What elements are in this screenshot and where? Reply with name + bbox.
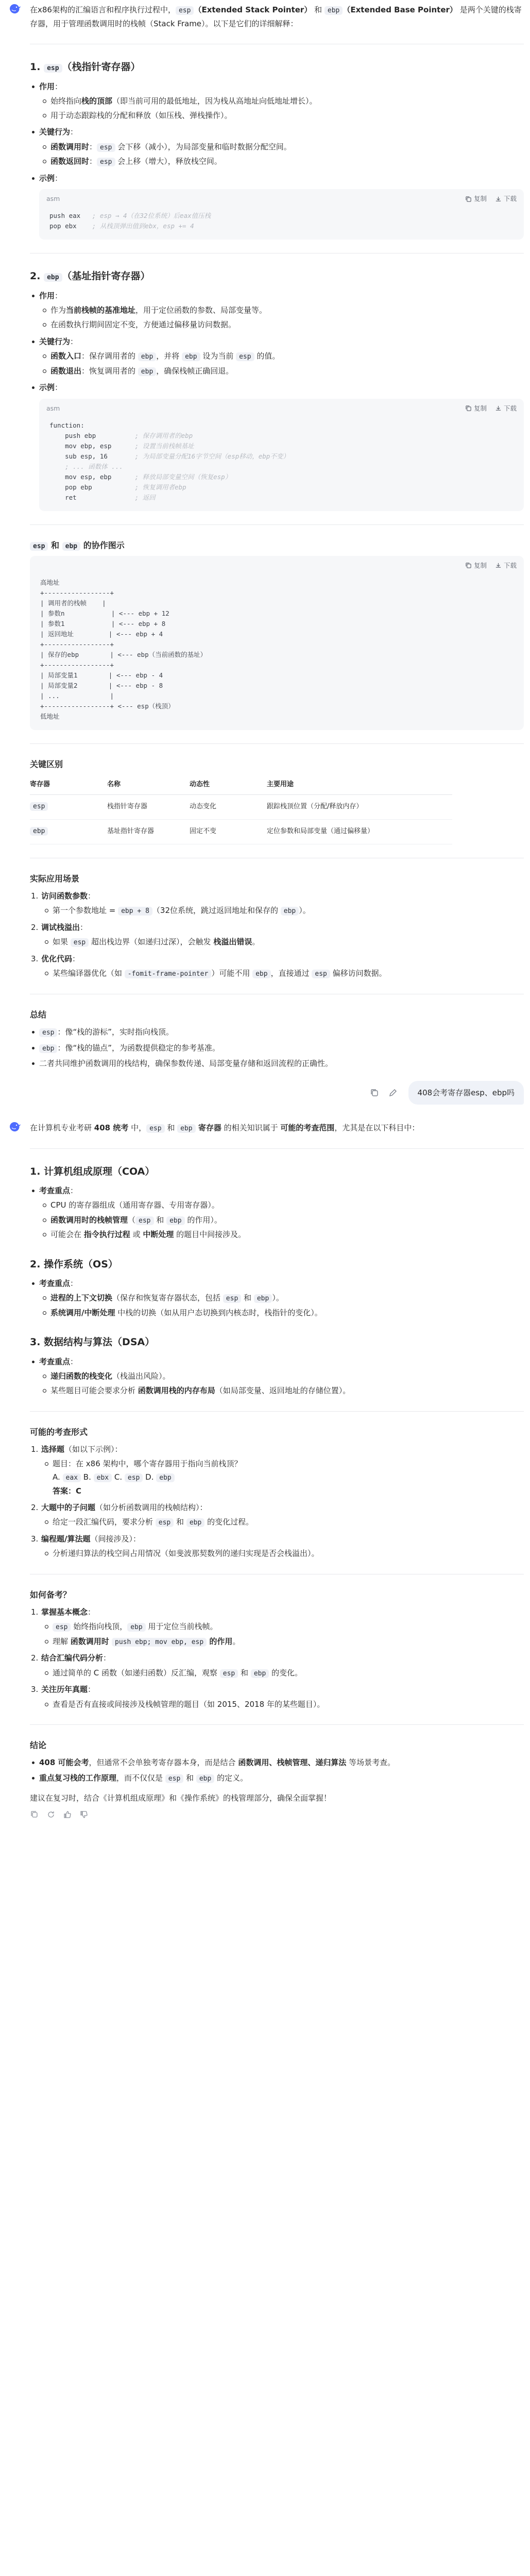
download-icon [495, 562, 502, 569]
esp-details [30, 80, 524, 240]
stack-diagram-text: 高地址 +-----------------+ | 调用者的栈帧 | | 参数n | <--- ebp + 12 | 参数1 | <--- ebp + 8 | 返回地址 | <--- ebp + 4 +-----------------+ | 保存的ebp | <--- ebp（当前函数的基址） +-----------------+ | 局部变量1 | <--- ebp - 4 | 局部变量2 | <--- ebp - 8 | ... | +-----------------+ <--- esp（栈顶） 低地址 [40, 578, 207, 720]
section-heading-summary: 总结 [30, 1009, 47, 1020]
list-item: 选择题（如以下示例）： 题目：在 x86 架构中，哪个寄存器用于指向当前栈顶？ A. eax B. ebx C. esp D. ebp 答案：C [41, 1443, 524, 1498]
list-item: 示例： asm 复制 下载 push eax ; esp → 4（在32位系统）后eax值压栈 pop ebx ; 从栈顶弹出值到ebx，esp += 4 [39, 172, 524, 240]
list-item: esp 始终指向栈顶， ebp 用于定位当前栈帧。 [53, 1620, 524, 1634]
copy-code-button[interactable]: 复制 [465, 403, 487, 414]
inline-code-esp: esp [44, 64, 62, 73]
download-code-button[interactable]: 下载 [495, 193, 517, 205]
message-actions [30, 1810, 524, 1819]
inline-code-ebp: ebp [324, 6, 343, 15]
table-header-row: 寄存器 名称 动态性 主要用途 [30, 775, 452, 795]
list-item: 重点复习栈的工作原理，而不仅仅是 esp 和 ebp 的定义。 [39, 1771, 524, 1785]
inline-code-ebp: ebp [44, 273, 62, 282]
intro-text: 是两个关键的栈寄存器，用于管理函数调用时的栈帧（Stack Frame）。以下是它们的详细解释： [30, 5, 522, 28]
user-message [8, 1081, 524, 1105]
list-item: esp ：像“栈的游标”，实时指向栈顶。 [39, 1025, 524, 1039]
prep-list [30, 1605, 524, 1711]
list-item: 结合汇编代码分析： 通过简单的 C 函数（如递归函数）反汇编，观察 esp 和 ebp 的变化。 [41, 1651, 524, 1680]
list-item: 大题中的子问题（如分析函数调用的栈帧结构）： 给定一段汇编代码，要求分析 esp 和 ebp 的变化过程。 [41, 1501, 524, 1529]
list-item: CPU 的寄存器组成（通用寄存器、专用寄存器）。 [50, 1198, 524, 1212]
reply2-intro: 在计算机专业考研 408 统考 中， esp 和 ebp 寄存器 的相关知识属于 可能的考查范围，尤其是在以下科目中： [30, 1123, 420, 1132]
code-language: asm [46, 404, 60, 412]
list-item: 考查重点： 进程的上下文切换（保存和恢复寄存器状态，包括 esp 和 ebp ）。 系统调用/中断处理 中栈的切换（如从用户态切换到内核态时，栈指针的变化）。 [39, 1277, 524, 1319]
copy-icon[interactable] [30, 1810, 39, 1819]
table-row: esp 栈指针寄存器 动态变化 跟踪栈顶位置（分配/释放内存） [30, 795, 452, 820]
list-item: 函数调用时： esp 会下移（减小），为局部变量和临时数据分配空间。 [50, 140, 524, 154]
copy-icon[interactable] [369, 1088, 380, 1098]
list-item: 在函数执行期间固定不变，方便通过偏移量访问数据。 [50, 318, 524, 331]
list-item: 考查重点： 递归函数的栈变化（栈溢出风险）。 某些题目可能会要求分析 函数调用栈的内存布局（如局部变量、返回地址的存储位置）。 [39, 1355, 524, 1398]
list-item: 考查重点： CPU 的寄存器组成（通用寄存器、专用寄存器）。 函数调用时的栈帧管理（ esp 和 ebp 的作用）。 可能会在 指令执行过程 或 中断处理 的题目中间接涉及。 [39, 1184, 524, 1242]
list-item: 函数调用时的栈帧管理（ esp 和 ebp 的作用）。 [50, 1213, 524, 1227]
list-item: 递归函数的栈变化（栈溢出风险）。 [50, 1369, 524, 1383]
deepseek-whale-icon [8, 1120, 22, 1133]
user-bubble: 408会考寄存器esp、ebp吗 [408, 1081, 524, 1105]
list-item: 第一个参数地址 = ebp + 8 （32位系统，跳过返回地址和保存的 ebp ）。 [53, 904, 524, 918]
list-item: 作用： 始终指向栈的顶部（即当前可用的最低地址，因为栈从高地址向低地址增长）。 用于动态跟踪栈的分配和释放（如压栈、弹栈操作）。 [39, 80, 524, 123]
copy-code-button[interactable]: 复制 [465, 560, 487, 571]
conclusion-list [30, 1756, 524, 1785]
section-heading-coa: 1. 计算机组成原理（COA） [30, 1165, 155, 1177]
intro-text: 在x86架构的汇编语言和程序执行过程中， [30, 5, 176, 14]
user-message-tools [369, 1088, 398, 1098]
list-item: 理解 函数调用时 push ebp; mov ebp, esp 的作用。 [53, 1635, 524, 1649]
list-item: 始终指向栈的顶部（即当前可用的最低地址，因为栈从高地址向低地址增长）。 [50, 94, 524, 108]
code-block-stack-diagram [30, 556, 524, 730]
download-icon [495, 405, 502, 412]
assistant-message-2 [8, 1118, 524, 1819]
list-item: 编程题/算法题（间接涉及）： 分析递归算法的栈空间占用情况（如斐波那契数列的递归实现是否会栈溢出）。 [41, 1532, 524, 1561]
exam-forms-list [30, 1443, 524, 1561]
list-item: 题目：在 x86 架构中，哪个寄存器用于指向当前栈顶？ A. eax B. ebx C. esp D. ebp 答案：C [53, 1457, 524, 1498]
table-row: ebp 基址指针寄存器 固定不变 定位参数和局部变量（通过偏移量） [30, 820, 452, 844]
copy-icon [465, 405, 472, 412]
intro-bold: （Extended Stack Pointer） [194, 5, 312, 14]
inline-code-esp: esp [176, 6, 194, 15]
list-item: 调试栈溢出： 如果 esp 超出栈边界（如递归过深），会触发 栈溢出错误。 [41, 921, 524, 949]
code-block-ebp [39, 399, 524, 511]
code-content: function: push ebp ; 保存调用者的ebp mov ebp, esp ; 设置当前栈帧基址 sub esp, 16 ; 为局部变量分配16字节空间（esp移动，ebp不变） ; ... 函数体 ... mov esp, ebp ; 释放局部变量空间（恢复esp） pop ebp ; 恢复调用者ebp ret ; 返回 [49, 421, 289, 501]
list-item: 作用： 作为当前栈帧的基准地址，用于定位函数的参数、局部变量等。 在函数执行期间固定不变，方便通过偏移量访问数据。 [39, 289, 524, 332]
section-heading-esp [30, 60, 524, 75]
list-item: 给定一段汇编代码，要求分析 esp 和 ebp 的变化过程。 [53, 1515, 524, 1529]
intro-bold: （Extended Base Pointer） [343, 5, 457, 14]
list-item: 优化代码： 某些编译器优化（如 -fomit-frame-pointer ）可能不用 ebp ，直接通过 esp 偏移访问数据。 [41, 952, 524, 980]
comparison-table [30, 775, 452, 844]
section-heading-differences: 关键区别 [30, 759, 63, 769]
section-heading-scenarios: 实际应用场景 [30, 873, 80, 884]
os-list [30, 1277, 524, 1319]
list-item: 关键行为： 函数调用时： esp 会下移（减小），为局部变量和临时数据分配空间。 函数返回时： esp 会上移（增大），释放栈空间。 [39, 125, 524, 168]
regenerate-icon[interactable] [46, 1810, 56, 1819]
list-item: 关注历年真题： 查看是否有直接或间接涉及栈帧管理的题目（如 2015、2018 年的某些题目）。 [41, 1683, 524, 1711]
list-item: 作为当前栈帧的基准地址，用于定位函数的参数、局部变量等。 [50, 303, 524, 317]
code-language: asm [46, 195, 60, 203]
coa-list [30, 1184, 524, 1242]
section-heading-ebp: 2. ebp （基址指针寄存器） [30, 270, 150, 282]
list-item: 进程的上下文切换（保存和恢复寄存器状态，包括 esp 和 ebp ）。 [50, 1291, 524, 1305]
closing-tip: 建议在复习时，结合《计算机组成原理》和《操作系统》的栈管理部分，确保全面掌握！ [30, 1793, 332, 1803]
label-example: 示例 [39, 174, 55, 183]
list-item: 查看是否有直接或间接涉及栈帧管理的题目（如 2015、2018 年的某些题目）。 [53, 1698, 524, 1711]
divider [30, 524, 524, 525]
divider [30, 1724, 524, 1725]
list-item: 函数退出：恢复调用者的 ebp ，确保栈帧正确回退。 [50, 364, 524, 378]
list-item: 示例： asm 复制 下载 function: push ebp ; 保存调用者的ebp mov ebp, esp ; 设置当前栈帧基址 sub esp, 16 ; 为局部变量分配16字节空间（esp移动，ebp不变） ; ... 函数体 ... mov esp, ebp ; 释放局部变量空间（恢复esp） pop ebp ; 恢复调用者ebp ret ; 返回 [39, 381, 524, 511]
section-heading-os: 2. 操作系统（OS） [30, 1258, 118, 1270]
label-behavior: 关键行为 [39, 127, 71, 137]
list-item: 如果 esp 超出栈边界（如递归过深），会触发 栈溢出错误。 [53, 935, 524, 949]
copy-icon [465, 196, 472, 202]
code-block-esp [39, 189, 524, 240]
divider [30, 1148, 524, 1149]
section-heading-conclusion: 结论 [30, 1740, 47, 1750]
thumbs-down-icon[interactable] [79, 1810, 89, 1819]
label-role: 作用 [39, 81, 55, 91]
list-item: ebp ：像“栈的锚点”，为函数提供稳定的参考基准。 [39, 1041, 524, 1055]
heading-number: 1. [30, 61, 44, 73]
reply1-intro [30, 0, 524, 30]
code-content: push eax ; esp → 4（在32位系统）后eax值压栈 pop ebx ; 从栈顶弹出值到ebx，esp += 4 [49, 212, 211, 230]
thumbs-up-icon[interactable] [63, 1810, 72, 1819]
list-item: 函数返回时： esp 会上移（增大），释放栈空间。 [50, 155, 524, 168]
list-item: 掌握基本概念： esp 始终指向栈顶， ebp 用于定位当前栈帧。 理解 函数调用时 push ebp; mov ebp, esp 的作用。 [41, 1605, 524, 1649]
list-item: 通过简单的 C 函数（如递归函数）反汇编，观察 esp 和 ebp 的变化。 [53, 1666, 524, 1680]
dsa-list [30, 1355, 524, 1398]
section-heading-prep: 如何备考？ [30, 1589, 72, 1600]
list-item: 某些编译器优化（如 -fomit-frame-pointer ）可能不用 ebp ，直接通过 esp 偏移访问数据。 [53, 967, 524, 980]
copy-icon [465, 562, 472, 569]
list-item: 函数入口：保存调用者的 ebp ，并将 ebp 设为当前 esp 的值。 [50, 349, 524, 363]
list-item: 关键行为： 函数入口：保存调用者的 ebp ，并将 ebp 设为当前 esp 的值。 函数退出：恢复调用者的 ebp ，确保栈帧正确回退。 [39, 335, 524, 378]
section-heading-dsa: 3. 数据结构与算法（DSA） [30, 1336, 155, 1348]
ebp-details [30, 289, 524, 511]
list-item: 系统调用/中断处理 中栈的切换（如从用户态切换到内核态时，栈指针的变化）。 [50, 1306, 524, 1319]
section-heading-exam-forms: 可能的考查形式 [30, 1427, 88, 1437]
list-item: 408 可能会考，但通常不会单独考寄存器本身，而是结合 函数调用、栈帧管理、递归算法 等场景考查。 [39, 1756, 524, 1769]
divider [30, 1411, 524, 1412]
download-icon [495, 196, 502, 202]
assistant-message-1 [8, 0, 524, 1071]
list-item: 某些题目可能会要求分析 函数调用栈的内存布局（如局部变量、返回地址的存储位置）。 [50, 1384, 524, 1397]
scenarios-list [30, 889, 524, 980]
list-item: 用于动态跟踪栈的分配和释放（如压栈、弹栈操作）。 [50, 109, 524, 122]
heading-text: （栈指针寄存器） [62, 61, 141, 73]
download-code-button[interactable]: 下载 [495, 403, 517, 414]
copy-code-button[interactable]: 复制 [465, 193, 487, 205]
list-item: 可能会在 指令执行过程 或 中断处理 的题目中间接涉及。 [50, 1228, 524, 1241]
list-item: 分析递归算法的栈空间占用情况（如斐波那契数列的递归实现是否会栈溢出）。 [53, 1547, 524, 1560]
intro-text: 和 [312, 5, 324, 14]
download-code-button[interactable]: 下载 [495, 560, 517, 571]
summary-list [30, 1025, 524, 1071]
list-item: 二者共同维护函数调用的栈结构，确保参数传递、局部变量存储和返回流程的正确性。 [39, 1057, 524, 1070]
divider [30, 743, 524, 744]
edit-icon[interactable] [388, 1088, 398, 1098]
section-heading-diagram: esp 和 ebp 的协作图示 [30, 539, 524, 552]
list-item: 访问函数参数： 第一个参数地址 = ebp + 8 （32位系统，跳过返回地址和保存的 ebp ）。 [41, 889, 524, 918]
deepseek-whale-icon [8, 2, 22, 15]
